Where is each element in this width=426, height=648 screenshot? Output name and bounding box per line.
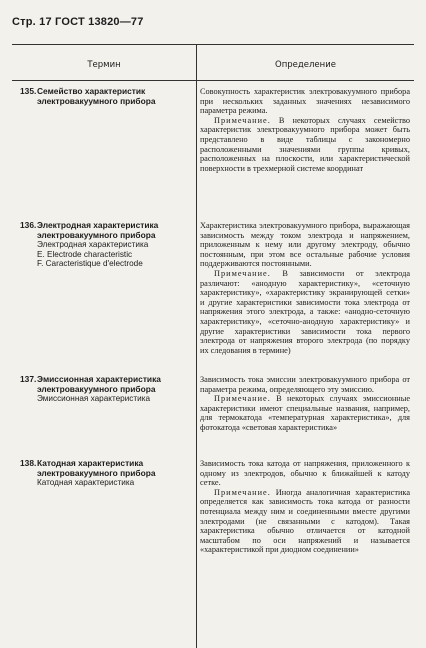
definition-137 [200,375,410,433]
note-label: Примечание. [214,487,271,497]
definition-135 [200,87,410,173]
term-entry-138 [20,459,192,488]
column-header-definition: Определение [275,60,336,70]
note-label: Примечание. [214,115,271,125]
definition-text: Зависимость тока эмиссии электровакуумного прибора от параметра режима, определяющего эту эмиссию. [200,375,410,394]
table-top-rule [12,44,414,45]
term-entry-135 [20,87,192,106]
note-label: Примечание. [214,394,271,404]
term-equivalent-ru: Электродная характеристика [37,240,149,250]
term-number: 138. [20,458,37,468]
page-header: Стр. 17 ГОСТ 13820—77 [12,16,144,28]
term-title: Эмиссионная характеристика [37,374,161,384]
term-title-continued: электровакуумного прибора [37,229,156,240]
definition-note [200,269,410,355]
definition-136 [200,221,410,355]
term-number: 136. [20,220,37,230]
note-text: В зависимости от электрода различают: «анодную характеристику», «сеточную характеристику», «характеристику экранирующей сетки» и другие характеристики зависимости тока электрода от напряжения этого электрода, а также: «анодно-сеточную характеристику», «сеточно-анодную характеристику» и другие характеристики зависимости тока первого электрода от напряжения второго электрода (по порядку их следования в термине) [200,268,411,355]
term-title: Электродная характеристика [37,220,159,230]
term-equivalent-ru: Эмиссионная характеристика [37,394,151,404]
note-text: В некоторых случаях семейство характеристик электровакуумного прибора может быть представлено в виде таблицы с закономерно расположенными значениями группы кривых, расположенных на плоскости, или характеристической поверхности в трехмерной системе координат [200,115,411,173]
term-entry-137 [20,375,192,404]
note-label: Примечание. [214,268,271,278]
term-number: 135. [20,86,37,96]
table-header-rule [12,80,414,81]
term-equivalent-en: E. Electrode characteristic [37,249,133,259]
column-header-term: Термин [87,60,121,70]
term-title-continued: электровакуумного прибора [37,467,156,478]
term-equivalent-fr: F. Caracteristique d'electrode [37,259,143,269]
term-title-continued: электровакуумного прибора [37,383,156,394]
definition-note [200,116,410,174]
definition-note [200,488,410,555]
term-number: 137. [20,374,37,384]
note-text: В некоторых случаях эмиссионные характеристики имеют специальные названия, например, для термокатода «температурная характеристика», для фотокатода «световая характеристика» [200,394,411,432]
definition-note [200,394,410,432]
term-title: Катодная характеристика [37,458,144,468]
term-title-continued: электровакуумного прибора [37,95,156,106]
term-entry-136 [20,221,192,269]
definition-text: Совокупность характеристик электровакуумного прибора при нескольких заданных значениях независимого параметра режима. [200,87,410,116]
definition-text: Зависимость тока катода от напряжения, приложенного к одному из электродов, обычно к ближайшей к катоду сетке. [200,459,410,488]
note-text: Иногда аналогичная характеристика определяется как зависимость тока катода от разности потенциала между ним и соединенными вместе другими электродами (не связанными с катодом). Такая характеристика обычно отличается от катодной масштабом по оси напряжений и называется «характеристикой при диодном соединении» [200,487,411,555]
definition-138 [200,459,410,555]
term-equivalent-ru: Катодная характеристика [37,478,135,488]
definition-text: Характеристика электровакуумного прибора, выражающая зависимость между током электрода и напряжением, приложенным к нему или другому электроду, обычно постоянным, при этом все остальные рабочие условия поддерживаются постоянными. [200,221,410,269]
column-divider [196,44,197,648]
term-title: Семейство характеристик [37,86,146,96]
